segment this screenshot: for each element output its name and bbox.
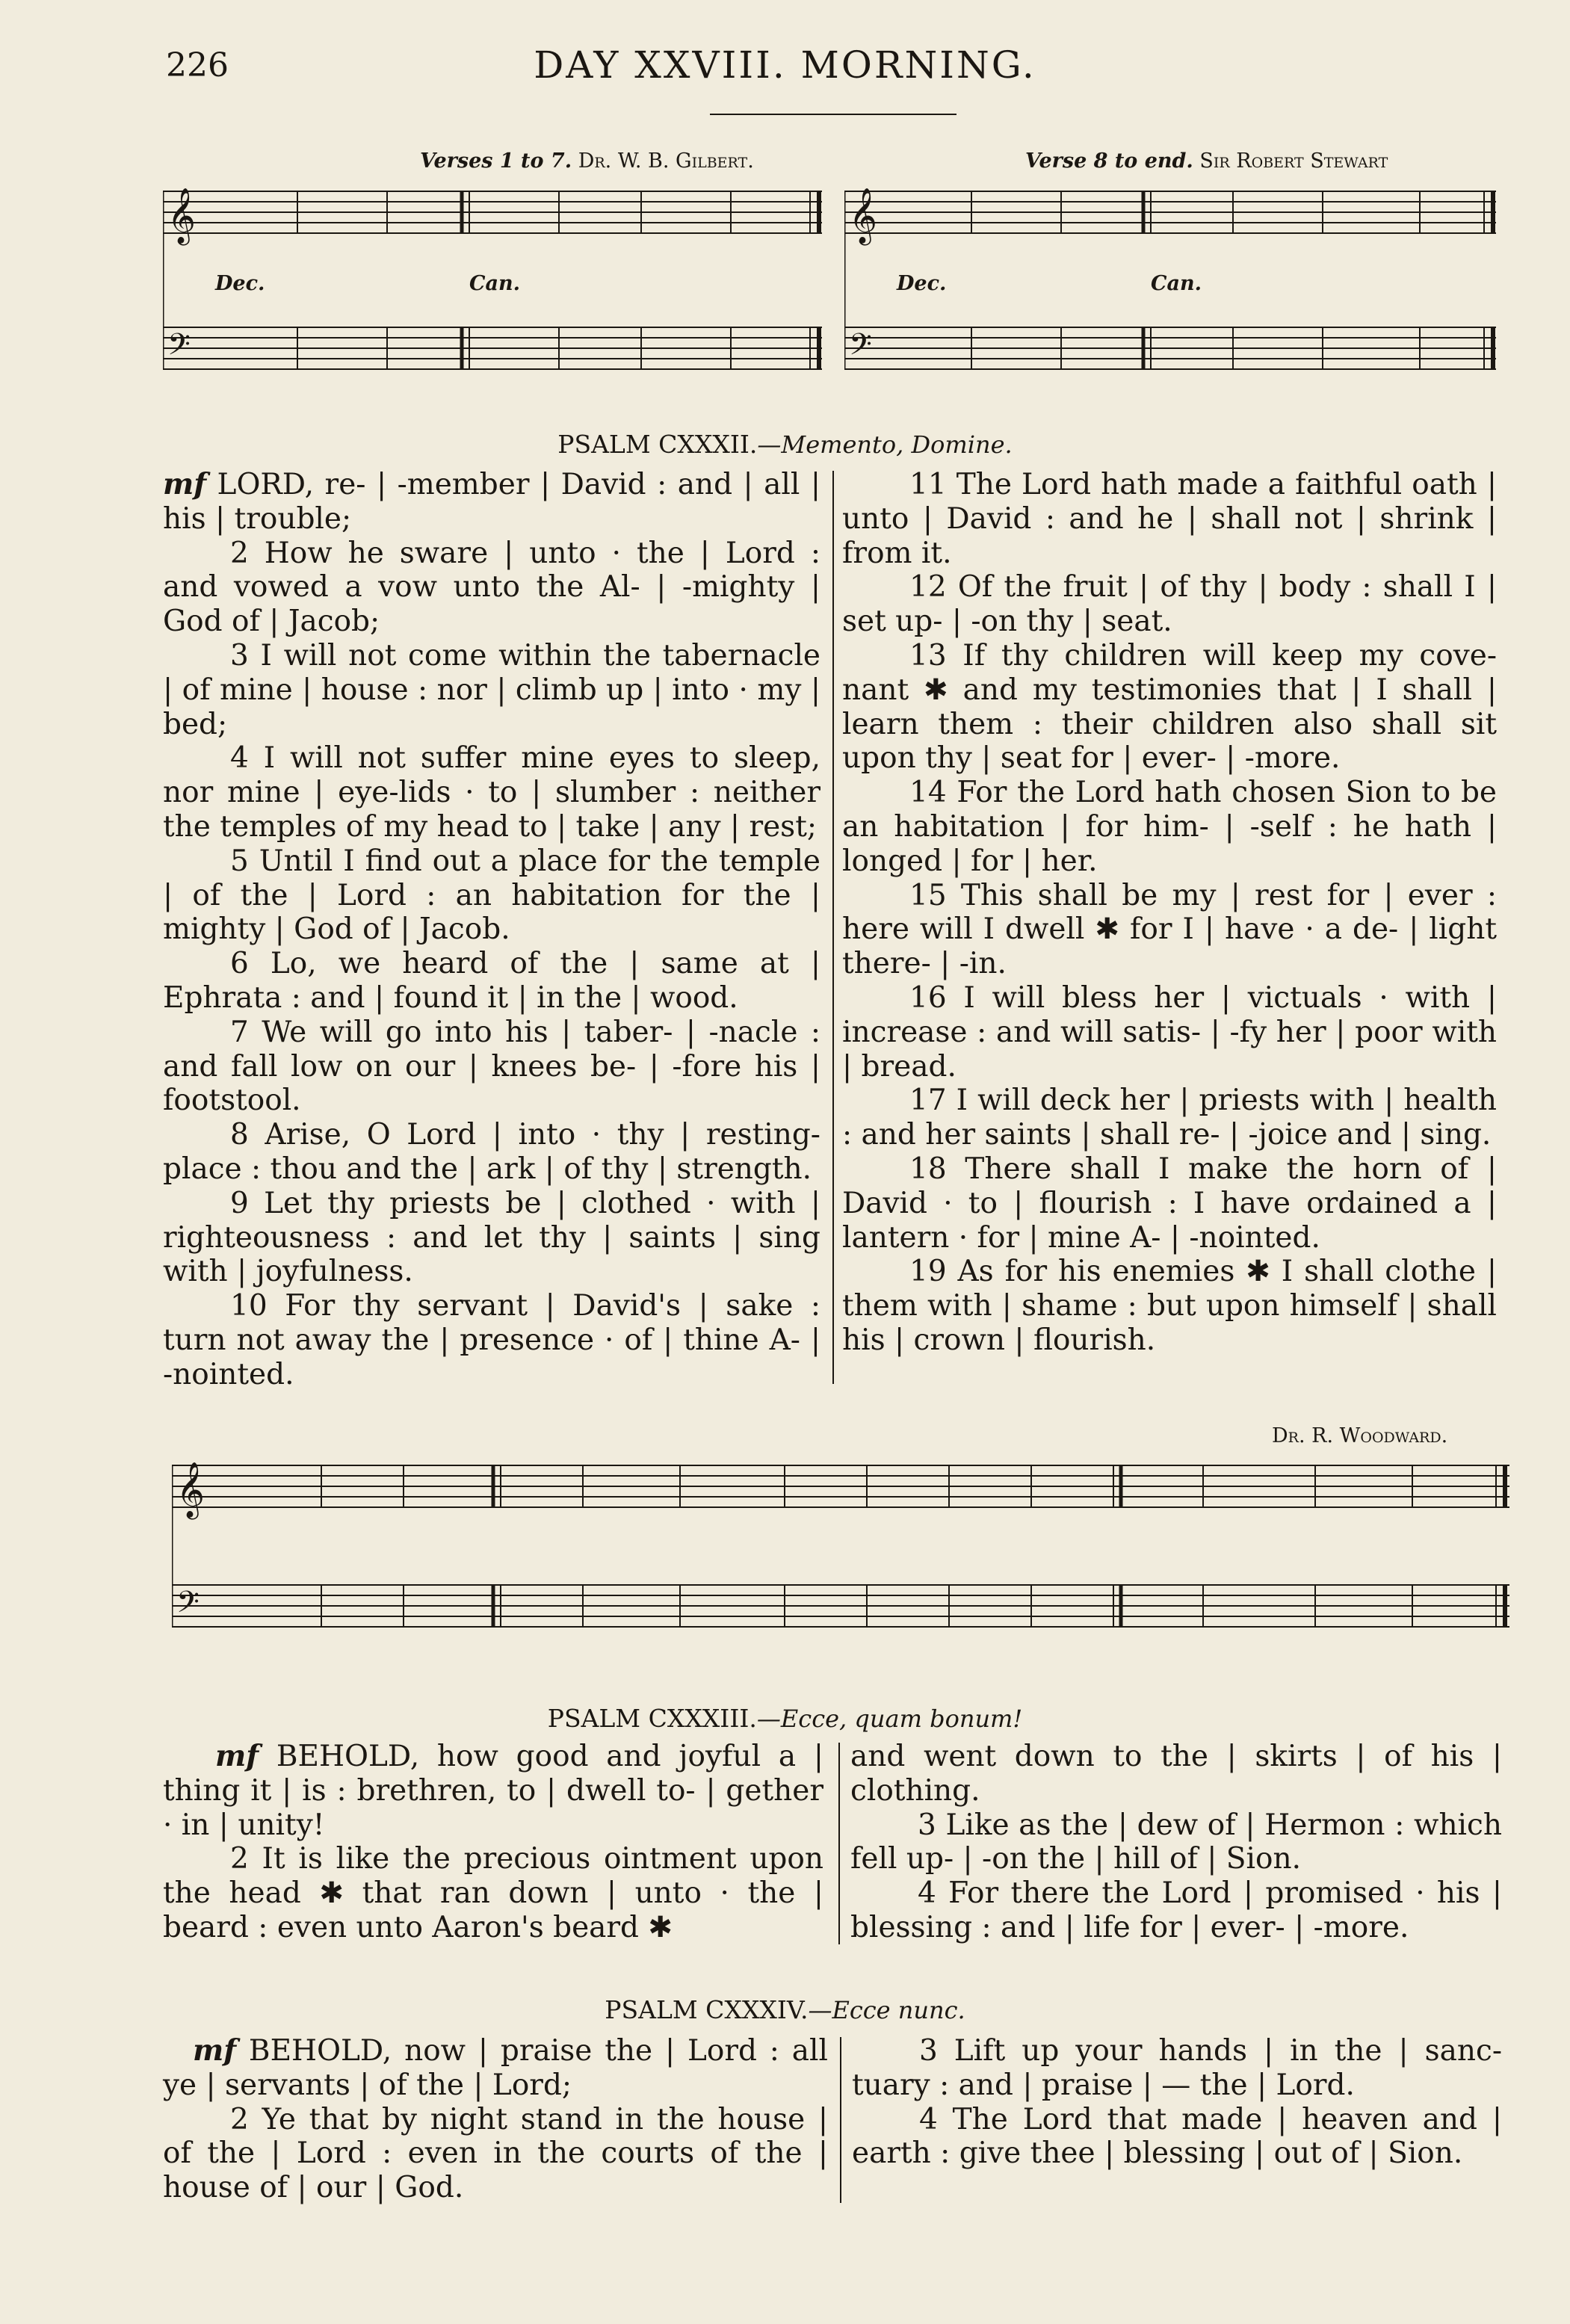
chant2-credit: Dr. R. Woodward. — [1272, 1424, 1448, 1447]
chant1-left-range: Verses 1 to 7. — [420, 149, 572, 173]
verse: 8 Arise, O Lord | into · thy | resting-place : thou and the | ark | of thy | strength. — [163, 1118, 820, 1186]
psalm132-left-column — [163, 468, 820, 1392]
treble-clef-icon: 𝄞 — [849, 188, 877, 244]
dynamic-mark: mf — [215, 1739, 259, 1773]
psalm133-left-column — [163, 1740, 823, 1945]
verse: 3 Like as the | dew of | Hermon : which fell up- | -on the | hill of | Sion. — [850, 1808, 1502, 1876]
psalm132-number: PSALM CXXXII. — [557, 430, 758, 459]
verse: 11 The Lord hath made a faithful oath | unto | David : and he | shall not | shrink | from it. — [842, 468, 1497, 570]
verse: 19 As for his enemies ✱ I shall clothe | them with | shame : but upon himself | shall his | crown | flourish. — [842, 1255, 1497, 1357]
verse: 12 Of the fruit | of thy | body : shall I | set up- | -on thy | seat. — [842, 570, 1497, 639]
chant1-left-credit — [420, 149, 754, 173]
psalm132-right-column — [842, 468, 1497, 1358]
psalm133-number: PSALM CXXXIII. — [547, 1704, 757, 1733]
chant1-right-dec: Dec. — [897, 272, 947, 295]
barlines — [172, 1465, 1505, 1627]
psalm133-subtitle: —Ecce, quam bonum! — [756, 1705, 1023, 1733]
verse: BEHOLD, how good and joyful a | thing it | is : brethren, to | dwell to- | gether · in | unity! — [163, 1740, 823, 1842]
column-divider — [838, 1743, 840, 1944]
psalm134-left-column — [163, 2034, 828, 2205]
chant2-score — [172, 1453, 1509, 1655]
verse: 5 Until I find out a place for the temple | of the | Lord : an habitation for the | mighty | God of | Jacob. — [163, 844, 820, 947]
bass-staff — [172, 1585, 1509, 1627]
psalm132-title — [0, 430, 1570, 459]
head-rule — [710, 114, 956, 115]
psalm134-title — [0, 1995, 1570, 2024]
dynamic-mark: mf — [163, 467, 207, 501]
bass-clef-icon: 𝄢 — [167, 327, 191, 369]
verse: 17 I will deck her | priests with | health : and her saints | shall re- | -joice and | sing. — [842, 1084, 1497, 1152]
bass-clef-icon: 𝄢 — [849, 327, 872, 369]
treble-staff — [172, 1465, 1509, 1507]
verse: 14 For the Lord hath chosen Sion to be an habitation | for him- | -self : he hath | longed | for | her. — [842, 776, 1497, 878]
chant1-right-composer: Sir Robert Stewart — [1199, 149, 1388, 173]
verse: and went down to the | skirts | of his | clothing. — [850, 1740, 1502, 1808]
verse: 10 For thy servant | David's | sake : turn not away the | presence · of | thine A- | -nointed. — [163, 1289, 820, 1391]
psalm132-subtitle: —Memento, Domine. — [757, 430, 1013, 459]
chant1-left-score — [163, 179, 822, 381]
treble-clef-icon: 𝄞 — [167, 188, 196, 244]
verse: 4 For there the Lord | promised · his | blessing : and | life for | ever- | -more. — [850, 1876, 1502, 1944]
verse: 16 I will bless her | victuals · with | increase : and will satis- | -fy her | poor with | bread. — [842, 980, 1497, 1084]
chant1-left-composer: Dr. W. B. Gilbert. — [578, 149, 754, 173]
verse: 18 There shall I make the horn of | David · to | flourish : I have ordained a | lantern · for | mine A- | -nointed. — [842, 1152, 1497, 1255]
column-divider — [840, 2037, 841, 2203]
verse: 3 Lift up your hands | in the | sanctuary : and | praise | — the | Lord. — [852, 2034, 1502, 2102]
treble-staff — [163, 191, 822, 233]
chant1-right-score — [844, 179, 1496, 381]
verse: 6 Lo, we heard of the | same at | Ephrata : and | found it | in the | wood. — [163, 947, 820, 1015]
verse: 2 How he sware | unto · the | Lord : and vowed a vow unto the Al- | -mighty | God of | Jacob; — [163, 536, 820, 639]
bass-clef-icon: 𝄢 — [176, 1585, 200, 1627]
psalm133-right-column — [850, 1740, 1502, 1945]
chant1-left-can: Can. — [469, 272, 521, 295]
psalm134-number: PSALM CXXXIV. — [605, 1995, 809, 2024]
verse: 15 This shall be my | rest for | ever : here will I dwell ✱ for I | have · a de- | light there- | -in. — [842, 878, 1497, 981]
verse: 13 If thy children will keep my covenant ✱ and my testimonies that | I shall | learn them : their children also shall sit upon thy | seat for | ever- | -more. — [842, 638, 1497, 776]
verse: 2 Ye that by night stand in the house | of the | Lord : even in the courts of the | house of | our | God. — [163, 2102, 828, 2205]
verse: BEHOLD, now | praise the | Lord : all ye | servants | of the | Lord; — [163, 2034, 829, 2102]
verse: 4 The Lord that made | heaven and | earth : give thee | blessing | out of | Sion. — [852, 2102, 1502, 2171]
verse: 4 I will not suffer mine eyes to sleep, nor mine | eye-lids · to | slumber : neither the temples of my head to | take | any | rest; — [163, 741, 820, 844]
psalm134-subtitle: —Ecce nunc. — [808, 1996, 965, 2024]
bass-staff — [163, 327, 822, 369]
bass-staff — [844, 327, 1496, 369]
dynamic-mark: mf — [193, 2033, 237, 2068]
running-head: DAY XXVIII. MORNING. — [534, 43, 1036, 87]
verse: 7 We will go into his | taber- | -nacle : and fall low on our | knees be- | -fore his | footstool. — [163, 1015, 820, 1118]
chant1-left-dec: Dec. — [215, 272, 265, 295]
psalm134-right-column — [852, 2034, 1502, 2171]
chant1-right-range: Verse 8 to end. — [1025, 149, 1193, 173]
treble-clef-icon: 𝄞 — [176, 1462, 205, 1518]
treble-staff — [844, 191, 1496, 233]
chant1-right-can: Can. — [1151, 272, 1202, 295]
verse: LORD, re- | -member | David : and | all | his | trouble; — [163, 468, 820, 536]
chant1-right-credit — [1025, 149, 1388, 173]
column-divider — [832, 471, 834, 1384]
psalm133-title — [0, 1704, 1570, 1733]
verse: 9 Let thy priests be | clothed · with | righteousness : and let thy | saints | sing with | joyfulness. — [163, 1186, 820, 1289]
verse: 3 I will not come within the tabernacle | of mine | house : nor | climb up | into · my | bed; — [163, 638, 820, 741]
verse: 2 It is like the precious ointment upon the head ✱ that ran down | unto · the | beard : even unto Aaron's beard ✱ — [163, 1842, 823, 1944]
page-number: 226 — [166, 46, 229, 84]
